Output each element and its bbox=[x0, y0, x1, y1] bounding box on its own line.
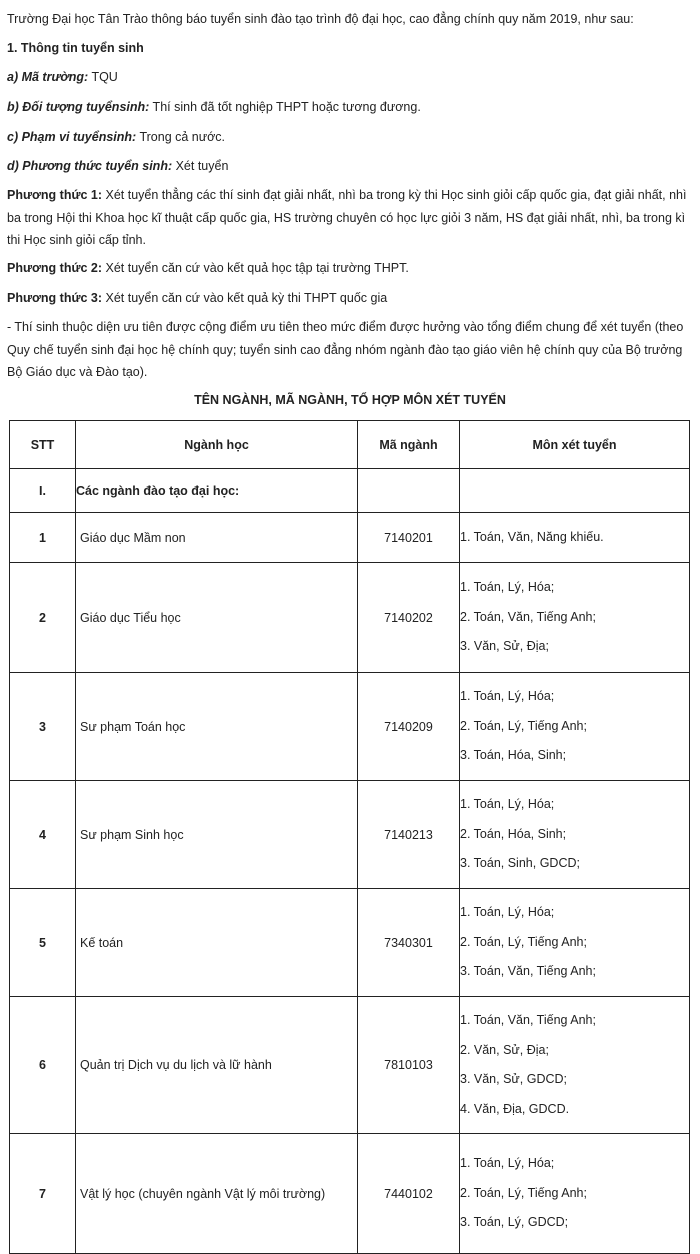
table-row bbox=[10, 673, 690, 781]
row-stt: 4 bbox=[10, 781, 76, 889]
subject-combination: 2. Toán, Lý, Tiếng Anh; bbox=[460, 934, 587, 949]
info-item-method bbox=[7, 155, 690, 177]
row-major: Giáo dục Tiểu học bbox=[76, 563, 358, 673]
subject-combination: 4. Văn, Địa, GDCD. bbox=[460, 1101, 570, 1116]
row-code: 7340301 bbox=[358, 889, 460, 997]
info-value: Trong cả nước. bbox=[136, 130, 226, 144]
intro-text: Trường Đại học Tân Trào thông báo tuyển sinh đào tạo trình độ đại học, cao đẳng chính quy năm 2019, như sau: bbox=[7, 12, 634, 26]
row-subjects bbox=[460, 673, 690, 781]
section-heading: 1. Thông tin tuyển sinh bbox=[7, 41, 144, 55]
group-title: Các ngành đào tạo đại học: bbox=[76, 469, 358, 513]
priority-note: - Thí sinh thuộc diện ưu tiên được cộng điểm ưu tiên theo mức điểm được hưởng vào tổng điểm chung để xét tuyển (theo Quy chế tuyển sinh đại học hệ chính quy; tuyển sinh cao đẳng nhóm ngành đào tạo giáo viên hệ chính quy của Bộ trưởng Bộ Giáo dục và Đào tạo). bbox=[7, 320, 684, 379]
row-subjects bbox=[460, 889, 690, 997]
method-label: Phương thức 2: bbox=[7, 261, 103, 275]
subject-combination: 1. Toán, Lý, Hóa; bbox=[460, 580, 555, 595]
header-code: Mã ngành bbox=[358, 421, 460, 469]
table-row bbox=[10, 563, 690, 673]
info-label: d) Phương thức tuyển sinh: bbox=[7, 159, 173, 173]
row-subjects bbox=[460, 513, 690, 563]
subject-combination: 3. Toán, Văn, Tiếng Anh; bbox=[460, 964, 596, 979]
method-2 bbox=[7, 257, 690, 279]
row-code: 7140202 bbox=[358, 563, 460, 673]
row-stt: 7 bbox=[10, 1134, 76, 1254]
header-subjects: Môn xét tuyển bbox=[460, 421, 690, 469]
row-major: Sư phạm Sinh học bbox=[76, 781, 358, 889]
method-text: Xét tuyển thẳng các thí sinh đạt giải nhất, nhì ba trong kỳ thi Học sinh giỏi cấp quốc gia, đạt giải nhất, nhì ba trong Hội thi Khoa học kĩ thuật cấp quốc gia, HS trường chuyên có học lực giỏi 3 năm, HS đạt giải nhất, nhì, ba trong kì thi Học sinh giỏi cấp tỉnh. bbox=[7, 188, 687, 247]
row-subjects bbox=[460, 997, 690, 1134]
table-row bbox=[10, 997, 690, 1134]
row-major: Quản trị Dịch vụ du lịch và lữ hành bbox=[76, 997, 358, 1134]
info-value: Xét tuyển bbox=[172, 159, 229, 173]
row-code: 7140213 bbox=[358, 781, 460, 889]
info-value: Thí sinh đã tốt nghiệp THPT hoặc tương đương. bbox=[149, 100, 421, 114]
table-header-row bbox=[10, 421, 690, 469]
subject-combination: 1. Toán, Lý, Hóa; bbox=[460, 689, 555, 704]
row-major: Sư phạm Toán học bbox=[76, 673, 358, 781]
info-item-target bbox=[7, 96, 690, 118]
table-title: TÊN NGÀNH, MÃ NGÀNH, TỔ HỢP MÔN XÉT TUYỂN bbox=[194, 393, 506, 407]
info-label: b) Đối tượng tuyểnsinh: bbox=[7, 100, 150, 114]
group-code bbox=[358, 469, 460, 513]
subject-combination: 1. Toán, Lý, Hóa; bbox=[460, 1156, 555, 1171]
info-value: TQU bbox=[88, 70, 118, 84]
subject-combination: 1. Toán, Lý, Hóa; bbox=[460, 905, 555, 920]
subject-combination: 3. Văn, Sử, Địa; bbox=[460, 639, 549, 654]
row-major: Vật lý học (chuyên ngành Vật lý môi trường) bbox=[76, 1134, 358, 1254]
row-stt: 5 bbox=[10, 889, 76, 997]
subject-combination: 3. Văn, Sử, GDCD; bbox=[460, 1072, 568, 1086]
subject-combination: 2. Văn, Sử, Địa; bbox=[460, 1042, 549, 1057]
subject-combination: 3. Toán, Lý, GDCD; bbox=[460, 1215, 569, 1230]
info-item-scope bbox=[7, 126, 690, 148]
method-label: Phương thức 1: bbox=[7, 188, 103, 202]
row-code: 7140209 bbox=[358, 673, 460, 781]
row-subjects bbox=[460, 563, 690, 673]
row-subjects bbox=[460, 781, 690, 889]
subject-combination: 3. Toán, Hóa, Sinh; bbox=[460, 748, 567, 763]
subject-combination: 1. Toán, Văn, Năng khiếu. bbox=[460, 529, 604, 544]
subject-combination: 3. Toán, Sinh, GDCD; bbox=[460, 856, 580, 871]
subject-combination: 2. Toán, Văn, Tiếng Anh; bbox=[460, 609, 596, 624]
subject-combination: 2. Toán, Lý, Tiếng Anh; bbox=[460, 1185, 587, 1200]
group-subjects bbox=[460, 469, 690, 513]
group-stt: I. bbox=[10, 469, 76, 513]
header-stt: STT bbox=[10, 421, 76, 469]
subject-combination: 2. Toán, Hóa, Sinh; bbox=[460, 826, 567, 841]
method-text: Xét tuyển căn cứ vào kết quả kỳ thi THPT quốc gia bbox=[102, 291, 388, 305]
row-code: 7810103 bbox=[358, 997, 460, 1134]
row-stt: 2 bbox=[10, 563, 76, 673]
info-item-school-code bbox=[7, 66, 690, 88]
row-stt: 1 bbox=[10, 513, 76, 563]
row-subjects bbox=[460, 1134, 690, 1254]
row-major: Giáo dục Mầm non bbox=[76, 513, 358, 563]
method-1 bbox=[7, 184, 688, 252]
row-major: Kế toán bbox=[76, 889, 358, 997]
table-row bbox=[10, 513, 690, 563]
row-stt: 6 bbox=[10, 997, 76, 1134]
method-3 bbox=[7, 287, 690, 309]
majors-table bbox=[9, 420, 690, 1254]
group-row bbox=[10, 469, 690, 513]
subject-combination: 1. Toán, Văn, Tiếng Anh; bbox=[460, 1013, 596, 1027]
subject-combination: 2. Toán, Lý, Tiếng Anh; bbox=[460, 718, 587, 733]
row-code: 7140201 bbox=[358, 513, 460, 563]
table-row bbox=[10, 889, 690, 997]
subject-combination: 1. Toán, Lý, Hóa; bbox=[460, 797, 555, 812]
table-row bbox=[10, 1134, 690, 1254]
info-label: c) Phạm vi tuyểnsinh: bbox=[7, 130, 137, 144]
method-text: Xét tuyển căn cứ vào kết quả học tập tại trường THPT. bbox=[102, 261, 409, 275]
method-label: Phương thức 3: bbox=[7, 291, 103, 305]
row-code: 7440102 bbox=[358, 1134, 460, 1254]
table-row bbox=[10, 781, 690, 889]
header-major: Ngành học bbox=[76, 421, 358, 469]
info-label: a) Mã trường: bbox=[7, 70, 89, 84]
row-stt: 3 bbox=[10, 673, 76, 781]
